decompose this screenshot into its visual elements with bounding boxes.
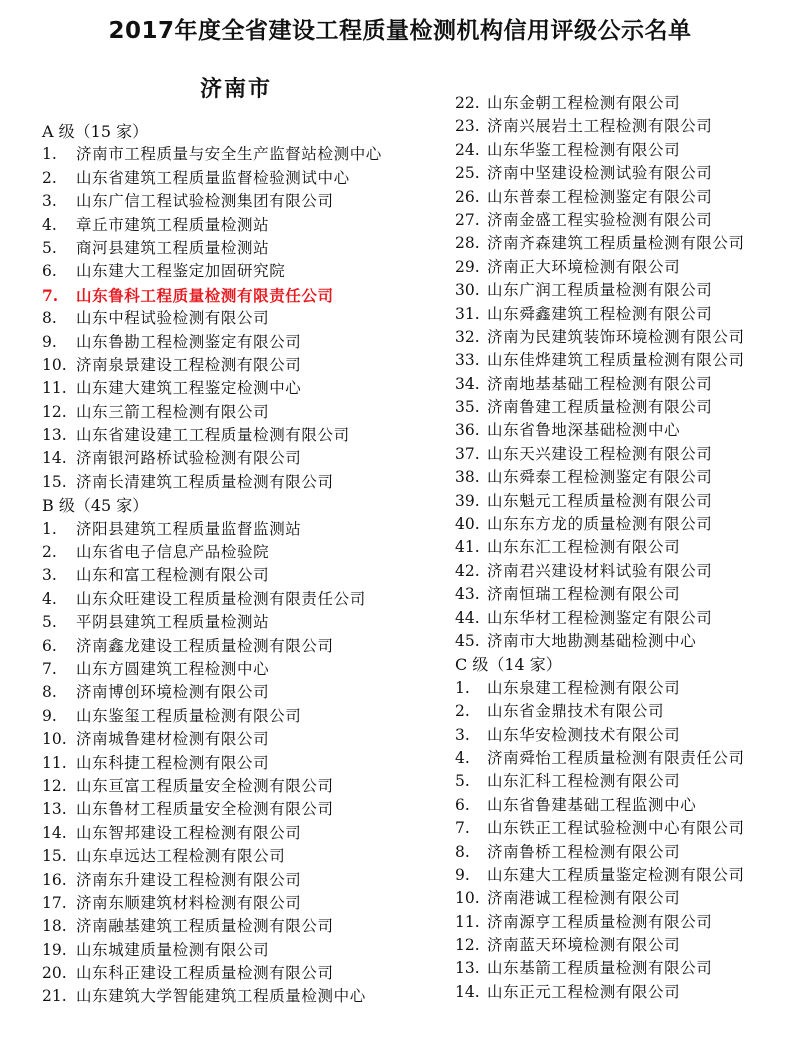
institution-name: 山东省建筑工程质量监督检验测试中心 bbox=[76, 168, 350, 187]
item-number: 15. bbox=[42, 472, 67, 491]
list-item bbox=[42, 681, 422, 704]
item-number: 13. bbox=[455, 959, 480, 978]
institution-name: 山东建大工程鉴定加固研究院 bbox=[76, 262, 286, 281]
institution-name: 山东众旺建设工程质量检测有限责任公司 bbox=[76, 589, 366, 608]
grade-heading-c: C 级（14 家） bbox=[455, 655, 562, 675]
institution-name: 济南为民建筑装饰环境检测有限公司 bbox=[487, 327, 745, 346]
list-item bbox=[42, 705, 422, 728]
list-item bbox=[42, 728, 422, 751]
item-number: 41. bbox=[455, 538, 480, 557]
left-column bbox=[42, 120, 422, 1009]
list-item bbox=[42, 939, 422, 962]
list-item bbox=[455, 770, 795, 793]
item-number: 10. bbox=[455, 889, 480, 908]
grade-heading-b: B 级（45 家） bbox=[42, 496, 149, 516]
institution-name: 山东卓远达工程检测有限公司 bbox=[76, 847, 286, 866]
institution-name: 山东城建质量检测有限公司 bbox=[76, 940, 270, 959]
institution-name: 济南齐森建筑工程质量检测有限公司 bbox=[487, 234, 745, 253]
institution-name: 山东科正建设工程质量检测有限公司 bbox=[76, 964, 334, 983]
item-number: 30. bbox=[455, 281, 480, 300]
list-item bbox=[455, 887, 795, 910]
item-number: 26. bbox=[455, 187, 480, 206]
list-item bbox=[42, 377, 422, 400]
item-number: 9. bbox=[42, 706, 57, 725]
list-item bbox=[42, 354, 422, 377]
institution-name: 济南长清建筑工程质量检测有限公司 bbox=[76, 472, 334, 491]
list-item bbox=[42, 307, 422, 330]
list-item bbox=[42, 190, 422, 213]
item-number: 19. bbox=[42, 940, 67, 959]
institution-name: 山东和富工程检测有限公司 bbox=[76, 566, 270, 585]
item-number: 9. bbox=[455, 865, 470, 884]
institution-name: 山东建大建筑工程鉴定检测中心 bbox=[76, 379, 302, 398]
list-item bbox=[455, 677, 795, 700]
institution-name: 山东亘富工程质量安全检测有限公司 bbox=[76, 776, 334, 795]
item-number: 25. bbox=[455, 164, 480, 183]
item-number: 34. bbox=[455, 374, 480, 393]
item-number: 32. bbox=[455, 327, 480, 346]
list-item bbox=[42, 564, 422, 587]
institution-name: 山东魁元工程质量检测有限公司 bbox=[487, 491, 713, 510]
institution-name: 山东泉建工程检测有限公司 bbox=[487, 678, 681, 697]
item-number: 3. bbox=[455, 725, 470, 744]
item-number: 7. bbox=[42, 659, 57, 678]
list-item bbox=[455, 139, 795, 162]
list-item bbox=[42, 962, 422, 985]
list-item bbox=[455, 92, 795, 115]
list-item bbox=[455, 396, 795, 419]
list-item bbox=[42, 588, 422, 611]
institution-name: 山东方圆建筑工程检测中心 bbox=[76, 659, 270, 678]
item-number: 5. bbox=[455, 772, 470, 791]
institution-name: 山东省电子信息产品检验院 bbox=[76, 543, 270, 562]
item-number: 36. bbox=[455, 421, 480, 440]
list-item bbox=[42, 892, 422, 915]
item-number: 8. bbox=[455, 842, 470, 861]
institution-name: 山东智邦建设工程检测有限公司 bbox=[76, 823, 302, 842]
item-number: 7. bbox=[42, 285, 59, 305]
right-column bbox=[455, 92, 795, 1004]
institution-name: 济南鲁建工程质量检测有限公司 bbox=[487, 398, 713, 417]
institution-name: 章丘市建筑工程质量检测站 bbox=[76, 215, 270, 234]
list-item bbox=[455, 911, 795, 934]
list-item bbox=[455, 794, 795, 817]
institution-name: 济南银河路桥试验检测有限公司 bbox=[76, 449, 302, 468]
item-number: 24. bbox=[455, 140, 480, 159]
list-item bbox=[42, 635, 422, 658]
item-number: 13. bbox=[42, 426, 67, 445]
institution-name: 济南东顺建筑材料检测有限公司 bbox=[76, 893, 302, 912]
institution-name: 山东鲁科工程质量检测有限责任公司 bbox=[76, 285, 334, 305]
item-number: 8. bbox=[42, 309, 57, 328]
institution-name: 济南舜怡工程质量检测有限责任公司 bbox=[487, 748, 745, 767]
institution-name: 山东省鲁地深基础检测中心 bbox=[487, 421, 681, 440]
institution-name: 济南恒瑞工程检测有限公司 bbox=[487, 585, 681, 604]
institution-name: 山东舜鑫建筑工程检测有限公司 bbox=[487, 304, 713, 323]
list-item bbox=[455, 256, 795, 279]
item-number: 33. bbox=[455, 351, 480, 370]
institution-name: 山东鲁勘工程检测鉴定有限公司 bbox=[76, 332, 302, 351]
list-item bbox=[455, 115, 795, 138]
institution-name: 山东省鲁建基础工程监测中心 bbox=[487, 795, 697, 814]
item-number: 1. bbox=[42, 145, 57, 164]
item-number: 28. bbox=[455, 234, 480, 253]
list-item bbox=[455, 303, 795, 326]
item-number: 13. bbox=[42, 800, 67, 819]
institution-name: 山东广信工程试验检测集团有限公司 bbox=[76, 192, 334, 211]
institution-name: 山东省建设建工工程质量检测有限公司 bbox=[76, 426, 350, 445]
item-number: 42. bbox=[455, 561, 480, 580]
list-item bbox=[455, 162, 795, 185]
item-number: 2. bbox=[455, 702, 470, 721]
item-number: 37. bbox=[455, 444, 480, 463]
institution-name: 山东华鉴工程检测有限公司 bbox=[487, 140, 681, 159]
list-item bbox=[455, 724, 795, 747]
item-number: 6. bbox=[42, 262, 57, 281]
institution-name: 山东三箭工程检测有限公司 bbox=[76, 402, 270, 421]
list-item bbox=[455, 443, 795, 466]
item-number: 3. bbox=[42, 192, 57, 211]
list-item bbox=[455, 232, 795, 255]
institution-name: 济南泉景建设工程检测有限公司 bbox=[76, 355, 302, 374]
list-item bbox=[455, 466, 795, 489]
list-item bbox=[455, 957, 795, 980]
institution-name: 济南鑫龙建设工程质量检测有限公司 bbox=[76, 636, 334, 655]
item-number: 23. bbox=[455, 117, 480, 136]
institution-name: 山东广润工程质量检测有限公司 bbox=[487, 281, 713, 300]
institution-name: 商河县建筑工程质量检测站 bbox=[76, 238, 270, 257]
institution-name: 济南金盛工程实验检测有限公司 bbox=[487, 210, 713, 229]
institution-name: 山东鲁材工程质量安全检测有限公司 bbox=[76, 800, 334, 819]
item-number: 14. bbox=[42, 823, 67, 842]
list-item bbox=[455, 326, 795, 349]
item-number: 21. bbox=[42, 987, 67, 1006]
list-item bbox=[42, 260, 422, 283]
item-number: 29. bbox=[455, 257, 480, 276]
list-item bbox=[42, 869, 422, 892]
list-item bbox=[455, 373, 795, 396]
list-item bbox=[455, 186, 795, 209]
list-item bbox=[42, 798, 422, 821]
list-item bbox=[455, 490, 795, 513]
institution-name: 山东金朝工程检测有限公司 bbox=[487, 94, 681, 112]
list-item bbox=[455, 981, 795, 1004]
item-number: 9. bbox=[42, 332, 57, 351]
list-item bbox=[455, 583, 795, 606]
institution-name: 山东基箭工程质量检测有限公司 bbox=[487, 959, 713, 978]
list-item bbox=[42, 284, 422, 307]
institution-name: 山东鉴玺工程质量检测有限公司 bbox=[76, 706, 302, 725]
list-item bbox=[42, 331, 422, 354]
institution-name: 山东铁正工程试验检测中心有限公司 bbox=[487, 819, 745, 838]
item-number: 3. bbox=[42, 566, 57, 585]
city-heading: 济南市 bbox=[200, 76, 273, 102]
institution-name: 平阴县建筑工程质量检测站 bbox=[76, 613, 270, 632]
list-item bbox=[455, 560, 795, 583]
institution-name: 山东科捷工程检测有限公司 bbox=[76, 753, 270, 772]
list-item bbox=[455, 700, 795, 723]
institution-name: 山东舜泰工程检测鉴定有限公司 bbox=[487, 468, 713, 487]
item-number: 39. bbox=[455, 491, 480, 510]
item-number: 31. bbox=[455, 304, 480, 323]
list-item bbox=[42, 845, 422, 868]
institution-name: 济南市大地勘测基础检测中心 bbox=[487, 631, 697, 650]
list-item bbox=[42, 752, 422, 775]
list-item bbox=[42, 915, 422, 938]
item-number: 18. bbox=[42, 917, 67, 936]
list-item bbox=[455, 279, 795, 302]
list-item bbox=[455, 841, 795, 864]
item-number: 12. bbox=[42, 776, 67, 795]
list-item bbox=[455, 630, 795, 653]
item-number: 1. bbox=[42, 519, 57, 538]
list-item bbox=[42, 471, 422, 494]
item-number: 5. bbox=[42, 613, 57, 632]
institution-name: 山东建筑大学智能建筑工程质量检测中心 bbox=[76, 987, 366, 1006]
item-number: 6. bbox=[455, 795, 470, 814]
item-number: 10. bbox=[42, 730, 67, 749]
institution-name: 山东中程试验检测有限公司 bbox=[76, 309, 270, 328]
institution-name: 山东东方龙的质量检测有限公司 bbox=[487, 515, 713, 534]
item-number: 27. bbox=[455, 210, 480, 229]
institution-name: 济南市工程质量与安全生产监督站检测中心 bbox=[76, 145, 382, 164]
institution-name: 济南蓝天环境检测有限公司 bbox=[487, 936, 681, 955]
document-title: 2017年度全省建设工程质量检测机构信用评级公示名单 bbox=[108, 18, 692, 44]
item-number: 16. bbox=[42, 870, 67, 889]
list-item bbox=[42, 424, 422, 447]
item-number: 4. bbox=[42, 215, 57, 234]
item-number: 4. bbox=[455, 748, 470, 767]
institution-name: 济南君兴建设材料试验有限公司 bbox=[487, 561, 713, 580]
list-item bbox=[455, 536, 795, 559]
institution-name: 济南东升建设工程检测有限公司 bbox=[76, 870, 302, 889]
item-number: 1. bbox=[455, 678, 470, 697]
list-item bbox=[455, 607, 795, 630]
list-item bbox=[455, 864, 795, 887]
item-number: 11. bbox=[455, 912, 480, 931]
institution-name: 山东佳烨建筑工程质量检测有限公司 bbox=[487, 351, 745, 370]
institution-name: 济南融基建筑工程质量检测有限公司 bbox=[76, 917, 334, 936]
institution-name: 济阳县建筑工程质量监督监测站 bbox=[76, 519, 302, 538]
item-number: 17. bbox=[42, 893, 67, 912]
institution-name: 山东省金鼎技术有限公司 bbox=[487, 702, 665, 721]
institution-name: 山东华材工程检测鉴定有限公司 bbox=[487, 608, 713, 627]
item-number: 6. bbox=[42, 636, 57, 655]
item-number: 12. bbox=[455, 936, 480, 955]
list-item bbox=[455, 419, 795, 442]
item-number: 11. bbox=[42, 753, 67, 772]
list-item bbox=[455, 817, 795, 840]
institution-name: 山东普泰工程检测鉴定有限公司 bbox=[487, 187, 713, 206]
list-item bbox=[42, 658, 422, 681]
list-item bbox=[42, 447, 422, 470]
item-number: 12. bbox=[42, 402, 67, 421]
institution-name: 济南正大环境检测有限公司 bbox=[487, 257, 681, 276]
item-number: 40. bbox=[455, 515, 480, 534]
item-number: 43. bbox=[455, 585, 480, 604]
institution-name: 济南中坚建设检测试验有限公司 bbox=[487, 164, 713, 183]
grade-heading-a: A 级（15 家） bbox=[42, 122, 149, 141]
item-number: 7. bbox=[455, 819, 470, 838]
list-item bbox=[455, 934, 795, 957]
list-item bbox=[42, 822, 422, 845]
institution-name: 济南源亨工程质量检测有限公司 bbox=[487, 912, 713, 931]
institution-name: 济南兴展岩土工程检测有限公司 bbox=[487, 117, 713, 136]
institution-name: 山东建大工程质量鉴定检测有限公司 bbox=[487, 865, 745, 884]
item-number: 10. bbox=[42, 355, 67, 374]
list-item bbox=[455, 209, 795, 232]
item-number: 20. bbox=[42, 964, 67, 983]
institution-name: 济南城鲁建材检测有限公司 bbox=[76, 730, 270, 749]
institution-name: 济南博创环境检测有限公司 bbox=[76, 683, 270, 702]
institution-name: 山东汇科工程检测有限公司 bbox=[487, 772, 681, 791]
item-number: 22. bbox=[455, 94, 480, 112]
list-item bbox=[42, 985, 422, 1008]
list-item bbox=[42, 214, 422, 237]
list-item bbox=[42, 775, 422, 798]
item-number: 14. bbox=[455, 982, 480, 1001]
item-number: 8. bbox=[42, 683, 57, 702]
item-number: 4. bbox=[42, 589, 57, 608]
institution-name: 山东华安检测技术有限公司 bbox=[487, 725, 681, 744]
item-number: 11. bbox=[42, 379, 67, 398]
institution-name: 济南地基基础工程检测有限公司 bbox=[487, 374, 713, 393]
list-item bbox=[42, 611, 422, 634]
item-number: 14. bbox=[42, 449, 67, 468]
list-item bbox=[42, 401, 422, 424]
item-number: 2. bbox=[42, 543, 57, 562]
item-number: 44. bbox=[455, 608, 480, 627]
institution-name: 济南港诚工程检测有限公司 bbox=[487, 889, 681, 908]
institution-name: 济南鲁桥工程检测有限公司 bbox=[487, 842, 681, 861]
list-item bbox=[42, 541, 422, 564]
list-item bbox=[455, 513, 795, 536]
institution-name: 山东东汇工程检测有限公司 bbox=[487, 538, 681, 557]
list-item bbox=[42, 237, 422, 260]
item-number: 2. bbox=[42, 168, 57, 187]
list-item bbox=[42, 167, 422, 190]
item-number: 45. bbox=[455, 631, 480, 650]
item-number: 15. bbox=[42, 847, 67, 866]
list-item bbox=[455, 349, 795, 372]
institution-name: 山东正元工程检测有限公司 bbox=[487, 982, 681, 1001]
item-number: 35. bbox=[455, 398, 480, 417]
list-item bbox=[455, 747, 795, 770]
list-item bbox=[42, 518, 422, 541]
item-number: 5. bbox=[42, 238, 57, 257]
list-item bbox=[42, 143, 422, 166]
item-number: 38. bbox=[455, 468, 480, 487]
institution-name: 山东天兴建设工程检测有限公司 bbox=[487, 444, 713, 463]
